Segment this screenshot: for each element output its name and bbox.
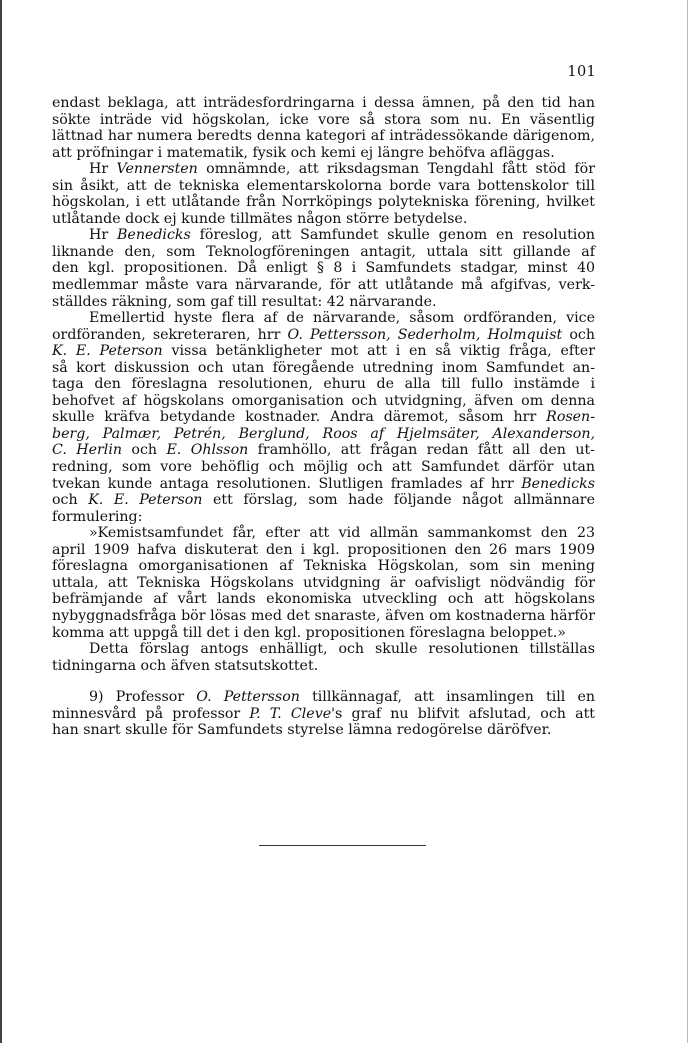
quote-line: april 1909 hafva diskuterat den i kgl. propositionen den 26 mars 1909	[52, 541, 595, 558]
text-line: lättnad har numera beredts denna kategori af inträdessökande därigenom,	[52, 128, 595, 145]
person-name: Benedicks	[521, 475, 595, 492]
text-line: Emellertid hyste flera af de närvarande, såsom ordföranden, vice	[89, 310, 595, 327]
text-line: K. E. Peterson vissa betänkligheter mot att i en så viktig fråga, efter	[52, 343, 595, 360]
page-number: 101	[567, 64, 596, 80]
text-line: taga den föreslagna resolutionen, ehuru de alla till fullo instämde i	[52, 376, 595, 393]
text-line: Hr Benedicks föreslog, att Samfundet skulle genom en resolution	[89, 227, 595, 244]
text-line: ställdes räkning, som gaf till resultat: 42 närvarande.	[52, 293, 437, 310]
person-name: P. T. Cleve	[249, 705, 332, 722]
text-line: och K. E. Peterson ett förslag, som hade följande något allmännare	[52, 492, 595, 509]
quote-line: befrämjande af vårt lands ekonomiska utveckling och att högskolans	[52, 591, 595, 608]
text-line: skulle kräfva betydande kostnader. Andra däremot, såsom hrr Rosen-	[52, 409, 595, 426]
person-name: Benedicks	[117, 227, 191, 244]
quote-line: nybyggnadsfråga bör lösas med det snaraste, äfven om kostnaderna härför	[52, 607, 595, 624]
text-line: sin åsikt, att de tekniska elementarskolorna borde vara bottenskolor till	[52, 177, 595, 194]
person-name: K. E. Peterson	[52, 343, 163, 360]
text-line	[52, 426, 595, 443]
person-name: C. Herlin	[52, 442, 123, 459]
text-line: att pröfningar i matematik, fysik och kemi ej längre behöfva afläggas.	[52, 144, 555, 161]
person-name: Rosen-	[546, 409, 595, 426]
quote-line: föreslagna omorganisationen af Tekniska Högskolan, som sin mening	[52, 558, 595, 575]
text-line: formulering:	[52, 508, 143, 525]
text-line: Detta förslag antogs enhälligt, och skulle resolutionen tillställas	[89, 641, 595, 658]
quote-line: »Kemistsamfundet får, efter att vid allmän sammankomst den 23	[89, 525, 595, 542]
text-line: redning, som vore behöflig och möjlig och att Samfundet därför utan	[52, 459, 595, 476]
person-name: O. Pettersson, Sederholm, Holmquist	[287, 326, 563, 343]
text-line: Hr Vennersten omnämnde, att riksdagsman Tengdahl fått stöd för	[89, 161, 595, 178]
text-line: den kgl. propositionen. Då enligt § 8 i Samfundets stadgar, minst 40	[52, 260, 595, 277]
text-line: så kort diskussion och utan föregående utredning inom Samfundet an-	[52, 359, 595, 376]
person-name: E. Ohlsson	[166, 442, 249, 459]
text-line: ordföranden, sekreteraren, hrr O. Pettersson, Sederholm, Holmquist och	[52, 326, 595, 343]
body-text	[52, 95, 595, 739]
text-line: han snart skulle för Samfundets styrelse lämna redogörelse däröfver.	[52, 722, 552, 739]
text-line: endast beklaga, att inträdesfordringarna i dessa ämnen, på den tid han	[52, 95, 595, 111]
person-name: O. Pettersson	[196, 689, 300, 706]
text-line: utlåtande dock ej kunde tillmätes någon större betydelse.	[52, 210, 468, 227]
text-line: C. Herlin och E. Ohlsson framhöllo, att frågan redan fått all den ut-	[52, 442, 595, 459]
text-line: 9) Professor O. Pettersson tillkännagaf, att insamlingen till en	[89, 689, 596, 706]
text-line: tvekan kunde antaga resolutionen. Slutligen framlades af hrr Benedicks	[52, 475, 595, 492]
person-name: Vennersten	[116, 161, 198, 178]
text-line: tidningarna och äfven statsutskottet.	[52, 657, 319, 674]
text-line: sökte inträde vid högskolan, icke vore så stora som nu. En väsentlig	[52, 111, 595, 128]
person-name: berg, Palmær, Petrén, Berglund, Roos af Hjelmsäter, Alexanderson,	[52, 425, 595, 442]
section-divider	[259, 845, 426, 846]
person-name: K. E. Peterson	[88, 492, 203, 509]
text-line: behofvet af högskolans omorganisation och utvidgning, äfven om denna	[52, 392, 595, 409]
quote-line: komma att uppgå till det i den kgl. propositionen föreslagna beloppet.»	[52, 624, 566, 641]
text-line: liknande den, som Teknologföreningen antagit, uttala sitt gillande af	[52, 243, 595, 260]
text-line: högskolan, i ett utlåtande från Norrköpings polytekniska förening, hvilket	[52, 194, 595, 211]
text-line: medlemmar måste vara närvarande, för att utlåtande må afgifvas, verk-	[52, 277, 595, 294]
page-edge-left	[0, 0, 2, 1043]
text-line: minnesvård på professor P. T. Cleve's graf nu blifvit afslutad, och att	[52, 705, 595, 722]
quote-line: uttala, att Tekniska Högskolans utvidgning är oafvisligt nödvändig för	[52, 574, 595, 591]
